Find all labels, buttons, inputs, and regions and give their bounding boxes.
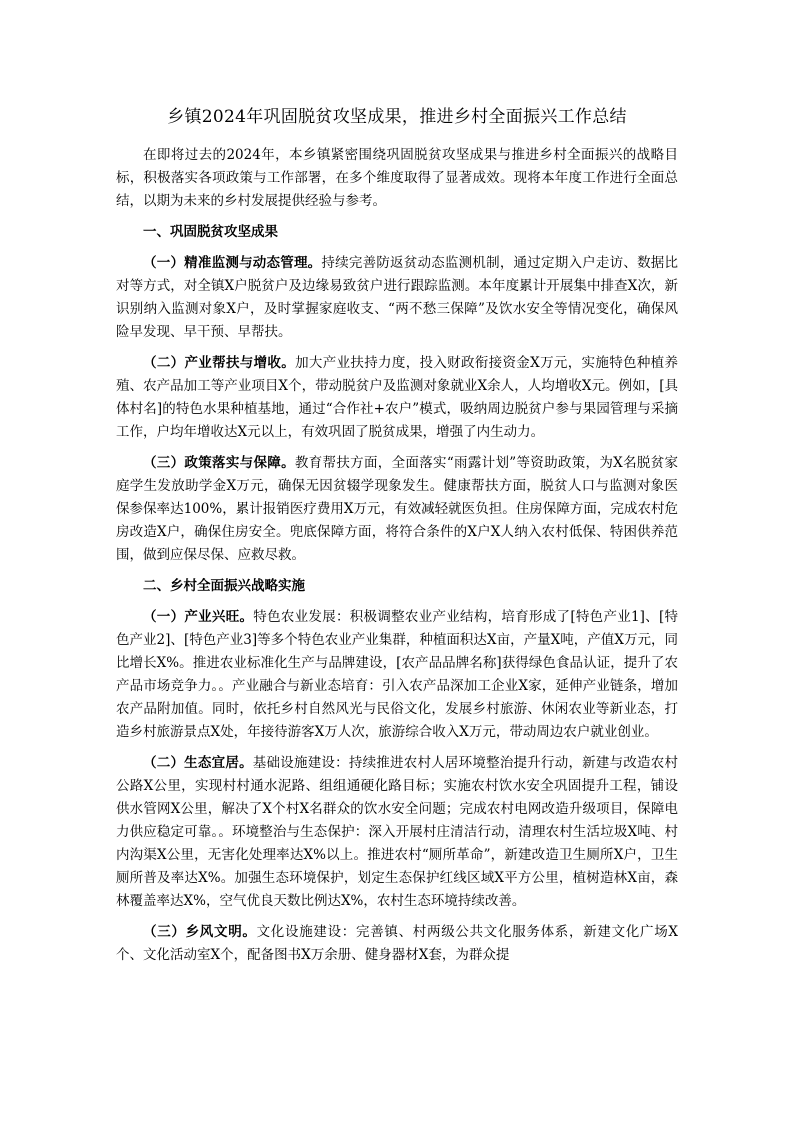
paragraph-text: 特色农业发展：积极调整农业产业结构，培育形成了[特色产业1]、[特色产业2]、[特色产业3]等多个特色农业产业集群，种植面积达X亩，产量X吨，产值X万元，同比增长X%。推进农业标准化生产与品牌建设，[农产品品牌名称]获得绿色食品认证，提升了农产品市场竞争力。。产业融合与新业态培育：引入农产品深加工企业X家，延伸产业链条，增加农产品附加值。同时，依托乡村自然风光与民俗文化，发展乡村旅游、休闲农业等新业态，打造乡村旅游景点X处，年接待游客X万人次，旅游综合收入X万元，带动周边农户就业创业。 <box>116 609 679 740</box>
paragraph-text: 文化设施建设：完善镇、村两级公共文化服务体系，新建文化广场X个、文化活动室X个，配备图书X万余册、健身器材X套，为群众提 <box>116 924 678 963</box>
paragraph-text: 基础设施建设：持续推进农村人居环境整治提升行动，新建与改造农村公路X公里，实现村村通水泥路、组组通硬化路目标；实施农村饮水安全巩固提升工程，铺设供水管网X公里，解决了X个村X名群众的饮水安全问题；完成农村电网改造升级项目，保障电力供应稳定可靠。。环境整治与生态保护：深入开展村庄清洁行动，清理农村生活垃圾X吨、村内沟渠X公里，无害化处理率达X%以上。推进农村“厕所革命”，新建改造卫生厕所X户，卫生厕所普及率达X%。加强生态环境保护，划定生态保护红线区域X平方公里，植树造林X亩，森林覆盖率达X%，空气优良天数比例达X%，农村生态环境持续改善。 <box>116 755 679 909</box>
paragraph-policy-guarantee <box>116 452 678 567</box>
paragraph-civility <box>116 921 678 967</box>
paragraph-lead: （三）乡风文明。 <box>143 924 257 940</box>
paragraph-text: 加大产业扶持力度，投入财政衔接资金X万元，实施特色种植养殖、农产品加工等产业项目X个，带动脱贫户及监测对象就业X余人，人均增收X元。例如，[具体村名]的特色水果种植基地，通过“合作社+农户”模式，吸纳周边脱贫户参与果园管理与采摘工作，户均年增收达X元以上，有效巩固了脱贫成果，增强了内生动力。 <box>116 355 678 440</box>
document-body <box>116 104 678 975</box>
section-heading-consolidate: 一、巩固脱贫攻坚成果 <box>143 224 278 240</box>
paragraph-lead: （二）产业帮扶与增收。 <box>143 355 296 371</box>
paragraph-industry-support <box>116 352 678 444</box>
document-title: 乡镇2024年巩固脱贫攻坚成果，推进乡村全面振兴工作总结 <box>167 107 627 127</box>
paragraph-text: 教育帮扶方面，全面落实“雨露计划”等资助政策，为X名脱贫家庭学生发放助学金X万元，确保无因贫辍学现象发生。健康帮扶方面，脱贫人口与监测对象医保参保率达100%，累计报销医疗费用X万元，有效减轻就医负担。住房保障方面，完成农村危房改造X户，确保住房安全。兜底保障方面，将符合条件的X户X人纳入农村低保、特困供养范围，做到应保尽保、应救尽救。 <box>116 455 679 563</box>
paragraph-lead: （一）精准监测与动态管理。 <box>143 255 322 271</box>
section-heading-revitalization: 二、乡村全面振兴战略实施 <box>143 578 305 594</box>
paragraph-text: 持续完善防返贫动态监测机制，通过定期入户走访、数据比对等方式，对全镇X户脱贫户及边缘易致贫户进行跟踪监测。本年度累计开展集中排查X次，新识别纳入监测对象X户，及时掌握家庭收支、“两不愁三保障”及饮水安全等情况变化，确保风险早发现、早干预、早帮扶。 <box>116 255 679 340</box>
paragraph-ecology-livability <box>116 752 678 913</box>
intro-paragraph: 在即将过去的2024年，本乡镇紧密围绕巩固脱贫攻坚成果与推进乡村全面振兴的战略目标，积极落实各项政策与工作部署，在多个维度取得了显著成效。现将本年度工作进行全面总结，以期为未来的乡村发展提供经验与参考。 <box>116 147 678 209</box>
paragraph-lead: （二）生态宜居。 <box>143 755 253 771</box>
paragraph-lead: （三）政策落实与保障。 <box>143 455 295 471</box>
paragraph-industry-prosperity <box>116 606 678 744</box>
paragraph-monitoring <box>116 252 678 344</box>
paragraph-lead: （一）产业兴旺。 <box>143 609 254 625</box>
